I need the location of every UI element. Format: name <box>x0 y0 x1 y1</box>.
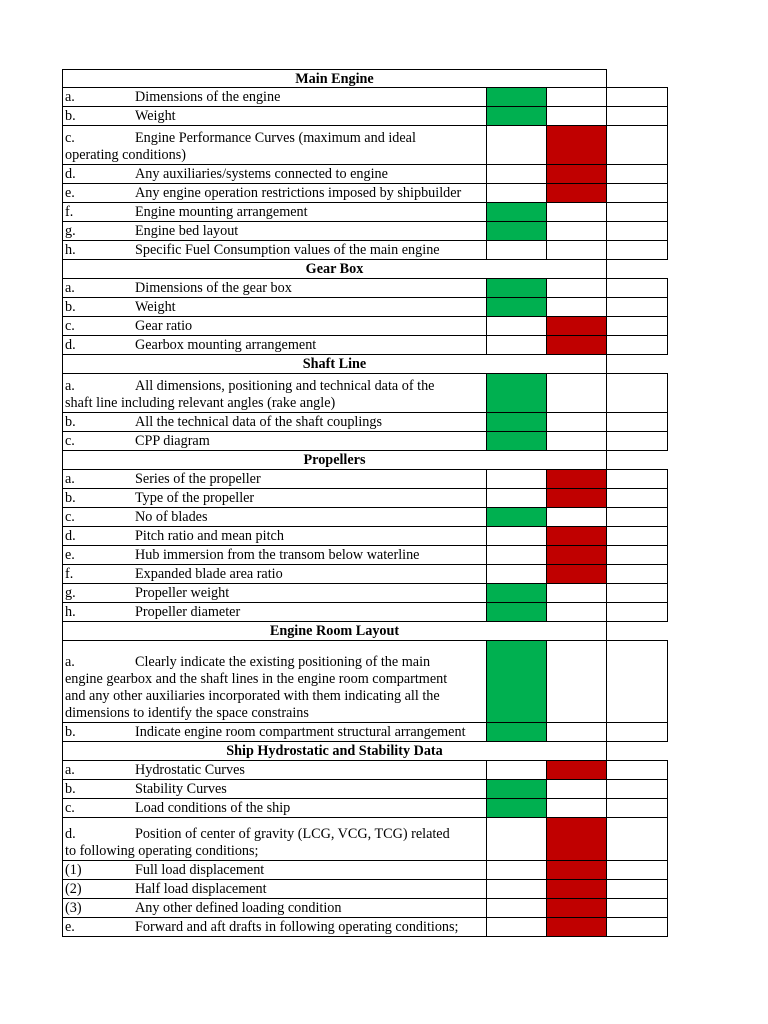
status-available-cell <box>487 799 547 818</box>
empty-cell <box>607 126 668 165</box>
status-missing-cell <box>547 126 607 165</box>
status-missing-cell <box>547 184 607 203</box>
empty-cell <box>607 527 668 546</box>
item-description: Any auxiliaries/systems connected to engine <box>135 166 388 182</box>
table-row <box>62 584 668 603</box>
item-text-cell <box>62 432 487 451</box>
item-label: a. <box>65 89 75 105</box>
item-label: d. <box>65 826 76 842</box>
item-label: g. <box>65 585 76 601</box>
empty-cell <box>487 565 547 584</box>
status-missing-cell <box>547 899 607 918</box>
empty-cell <box>607 336 668 355</box>
table-row <box>62 413 668 432</box>
empty-cell <box>547 584 607 603</box>
item-text-cell <box>62 799 487 818</box>
section-header <box>62 742 668 761</box>
empty-cell <box>607 241 668 260</box>
table-row <box>62 799 668 818</box>
empty-cell <box>607 298 668 317</box>
table-row <box>62 489 668 508</box>
status-available-cell <box>487 107 547 126</box>
table-row <box>62 880 668 899</box>
item-description: Half load displacement <box>135 881 267 897</box>
item-text-cell <box>62 818 487 861</box>
empty-cell <box>487 761 547 780</box>
table-row <box>62 603 668 622</box>
status-missing-cell <box>547 336 607 355</box>
item-text-cell <box>62 107 487 126</box>
status-missing-cell <box>547 546 607 565</box>
table-row <box>62 565 668 584</box>
item-label: b. <box>65 299 76 315</box>
empty-cell <box>487 489 547 508</box>
item-label: (2) <box>65 881 82 897</box>
item-text-cell <box>62 489 487 508</box>
table-row <box>62 203 668 222</box>
empty-cell <box>487 818 547 861</box>
empty-cell <box>607 374 668 413</box>
status-missing-cell <box>547 880 607 899</box>
item-description: Engine Performance Curves (maximum and ideal <box>135 130 416 146</box>
item-label: h. <box>65 242 76 258</box>
item-description: Weight <box>135 108 176 124</box>
empty-cell <box>487 126 547 165</box>
item-label: b. <box>65 414 76 430</box>
empty-cell <box>487 880 547 899</box>
empty-cell <box>487 317 547 336</box>
empty-cell <box>487 546 547 565</box>
item-label: (3) <box>65 900 82 916</box>
empty-cell <box>487 470 547 489</box>
empty-cell <box>547 107 607 126</box>
item-text-cell <box>62 761 487 780</box>
empty-cell <box>547 241 607 260</box>
item-text-cell <box>62 298 487 317</box>
status-missing-cell <box>547 565 607 584</box>
status-available-cell <box>487 723 547 742</box>
item-label: e. <box>65 547 75 563</box>
empty-cell <box>607 918 668 937</box>
item-description: All dimensions, positioning and technical data of the <box>135 378 435 394</box>
empty-cell <box>547 413 607 432</box>
empty-cell <box>607 861 668 880</box>
item-description: No of blades <box>135 509 208 525</box>
item-text-cell <box>62 527 487 546</box>
empty-cell <box>547 603 607 622</box>
empty-cell <box>547 723 607 742</box>
item-description: All the technical data of the shaft couplings <box>135 414 383 430</box>
section-title: Propellers <box>62 451 607 470</box>
status-available-cell <box>487 508 547 527</box>
empty-cell <box>487 241 547 260</box>
table-row <box>62 107 668 126</box>
item-label: a. <box>65 378 75 394</box>
table-row <box>62 184 668 203</box>
empty-cell <box>607 203 668 222</box>
item-description: Gearbox mounting arrangement <box>135 337 317 353</box>
empty-cell <box>607 723 668 742</box>
empty-cell <box>607 470 668 489</box>
item-text-cell <box>62 565 487 584</box>
table-row <box>62 899 668 918</box>
table-row <box>62 918 668 937</box>
item-text-cell <box>62 508 487 527</box>
empty-cell <box>487 165 547 184</box>
item-description: Engine mounting arrangement <box>135 204 308 220</box>
item-label: d. <box>65 337 76 353</box>
item-text-cell <box>62 336 487 355</box>
item-text-cell <box>62 880 487 899</box>
status-available-cell <box>487 374 547 413</box>
status-missing-cell <box>547 861 607 880</box>
item-description: Any other defined loading condition <box>135 900 342 916</box>
empty-cell <box>607 565 668 584</box>
empty-cell <box>547 203 607 222</box>
item-label: b. <box>65 490 76 506</box>
empty-cell <box>547 298 607 317</box>
empty-cell <box>547 222 607 241</box>
status-missing-cell <box>547 165 607 184</box>
empty-cell <box>607 222 668 241</box>
item-description: Gear ratio <box>135 318 193 334</box>
item-text-cell <box>62 317 487 336</box>
item-label: (1) <box>65 862 82 878</box>
empty-cell <box>547 374 607 413</box>
item-text-cell <box>62 723 487 742</box>
section-header <box>62 69 668 88</box>
item-text-cell <box>62 470 487 489</box>
status-missing-cell <box>547 317 607 336</box>
empty-cell <box>607 546 668 565</box>
table-row <box>62 641 668 723</box>
empty-cell <box>607 818 668 861</box>
item-text-cell <box>62 899 487 918</box>
status-missing-cell <box>547 489 607 508</box>
empty-cell <box>547 88 607 107</box>
table-row <box>62 818 668 861</box>
item-description-continued: dimensions to identify the space constrains <box>65 705 309 721</box>
checklist-table <box>62 69 668 937</box>
item-description: Type of the propeller <box>135 490 255 506</box>
item-description-continued: and any other auxiliaries incorporated with them indicating all the <box>65 688 440 704</box>
empty-cell <box>547 641 607 723</box>
empty-cell <box>607 260 668 279</box>
section-header <box>62 451 668 470</box>
item-label: d. <box>65 528 76 544</box>
table-row <box>62 546 668 565</box>
status-available-cell <box>487 413 547 432</box>
empty-cell <box>607 508 668 527</box>
status-available-cell <box>487 603 547 622</box>
item-description: Engine bed layout <box>135 223 239 239</box>
status-available-cell <box>487 641 547 723</box>
empty-cell <box>607 489 668 508</box>
item-label: b. <box>65 108 76 124</box>
empty-cell <box>607 622 668 641</box>
item-text-cell <box>62 584 487 603</box>
item-text-cell <box>62 241 487 260</box>
section-title: Ship Hydrostatic and Stability Data <box>62 742 607 761</box>
status-missing-cell <box>547 527 607 546</box>
table-row <box>62 222 668 241</box>
item-description: Dimensions of the gear box <box>135 280 292 296</box>
status-available-cell <box>487 298 547 317</box>
empty-cell <box>607 107 668 126</box>
empty-cell <box>607 451 668 470</box>
table-row <box>62 165 668 184</box>
item-label: c. <box>65 509 75 525</box>
status-available-cell <box>487 432 547 451</box>
item-text-cell <box>62 165 487 184</box>
empty-cell <box>487 336 547 355</box>
item-description-continued: to following operating conditions; <box>65 843 259 859</box>
section-title: Engine Room Layout <box>62 622 607 641</box>
item-label: c. <box>65 130 75 146</box>
status-available-cell <box>487 222 547 241</box>
table-row <box>62 317 668 336</box>
empty-cell <box>607 355 668 374</box>
item-description: Propeller weight <box>135 585 230 601</box>
section-header <box>62 260 668 279</box>
item-description: Expanded blade area ratio <box>135 566 283 582</box>
item-label: g. <box>65 223 76 239</box>
section-title: Gear Box <box>62 260 607 279</box>
item-text-cell <box>62 861 487 880</box>
status-available-cell <box>487 203 547 222</box>
item-description-continued: operating conditions) <box>65 147 186 163</box>
item-description: Clearly indicate the existing positioning of the main <box>135 654 431 670</box>
item-description: Pitch ratio and mean pitch <box>135 528 284 544</box>
item-label: c. <box>65 318 75 334</box>
section-title: Main Engine <box>62 69 607 88</box>
item-description: Indicate engine room compartment structural arrangement <box>135 724 466 740</box>
empty-cell <box>607 742 668 761</box>
empty-cell <box>607 413 668 432</box>
item-label: f. <box>65 566 74 582</box>
section-title: Shaft Line <box>62 355 607 374</box>
item-text-cell <box>62 203 487 222</box>
status-missing-cell <box>547 918 607 937</box>
item-label: c. <box>65 800 75 816</box>
item-description-continued: shaft line including relevant angles (rake angle) <box>65 395 336 411</box>
table-row <box>62 508 668 527</box>
item-text-cell <box>62 641 487 723</box>
item-description: CPP diagram <box>135 433 210 449</box>
status-missing-cell <box>547 818 607 861</box>
empty-cell <box>607 761 668 780</box>
item-description: Specific Fuel Consumption values of the main engine <box>135 242 440 258</box>
empty-cell <box>607 880 668 899</box>
table-row <box>62 241 668 260</box>
empty-cell <box>607 165 668 184</box>
item-text-cell <box>62 126 487 165</box>
table-row <box>62 374 668 413</box>
item-label: f. <box>65 204 74 220</box>
status-available-cell <box>487 88 547 107</box>
item-text-cell <box>62 222 487 241</box>
empty-cell <box>607 317 668 336</box>
item-text-cell <box>62 780 487 799</box>
empty-cell <box>487 184 547 203</box>
empty-cell <box>607 432 668 451</box>
item-description: Forward and aft drafts in following operating conditions; <box>135 919 459 935</box>
table-row <box>62 88 668 107</box>
status-available-cell <box>487 780 547 799</box>
item-description: Load conditions of the ship <box>135 800 291 816</box>
item-label: e. <box>65 185 75 201</box>
item-description: Dimensions of the engine <box>135 89 281 105</box>
empty-cell <box>607 584 668 603</box>
item-label: a. <box>65 762 75 778</box>
item-label: b. <box>65 724 76 740</box>
empty-cell <box>547 432 607 451</box>
item-description-continued: engine gearbox and the shaft lines in the engine room compartment <box>65 671 448 687</box>
empty-cell <box>547 799 607 818</box>
item-description: Weight <box>135 299 176 315</box>
item-description: Hydrostatic Curves <box>135 762 245 778</box>
item-label: b. <box>65 781 76 797</box>
empty-cell <box>607 279 668 298</box>
empty-cell <box>607 88 668 107</box>
table-row <box>62 527 668 546</box>
item-description: Position of center of gravity (LCG, VCG, TCG) related <box>135 826 450 842</box>
item-text-cell <box>62 374 487 413</box>
item-label: e. <box>65 919 75 935</box>
item-text-cell <box>62 184 487 203</box>
status-missing-cell <box>547 761 607 780</box>
item-label: a. <box>65 654 75 670</box>
table-row <box>62 298 668 317</box>
empty-cell <box>607 641 668 723</box>
item-description: Full load displacement <box>135 862 265 878</box>
item-description: Stability Curves <box>135 781 227 797</box>
empty-cell <box>607 899 668 918</box>
item-label: c. <box>65 433 75 449</box>
table-row <box>62 780 668 799</box>
status-available-cell <box>487 279 547 298</box>
item-text-cell <box>62 413 487 432</box>
status-available-cell <box>487 584 547 603</box>
empty-cell <box>487 527 547 546</box>
empty-cell <box>607 780 668 799</box>
empty-cell <box>547 780 607 799</box>
item-label: a. <box>65 280 75 296</box>
table-row <box>62 336 668 355</box>
empty-cell <box>487 918 547 937</box>
item-text-cell <box>62 918 487 937</box>
item-text-cell <box>62 279 487 298</box>
status-missing-cell <box>547 470 607 489</box>
item-text-cell <box>62 603 487 622</box>
table-row <box>62 761 668 780</box>
empty-cell <box>607 69 668 88</box>
table-row <box>62 723 668 742</box>
section-header <box>62 355 668 374</box>
section-header <box>62 622 668 641</box>
item-description: Series of the propeller <box>135 471 261 487</box>
empty-cell <box>487 899 547 918</box>
table-row <box>62 432 668 451</box>
item-label: d. <box>65 166 76 182</box>
table-row <box>62 861 668 880</box>
item-text-cell <box>62 546 487 565</box>
empty-cell <box>547 508 607 527</box>
item-description: Hub immersion from the transom below waterline <box>135 547 420 563</box>
table-row <box>62 470 668 489</box>
empty-cell <box>487 861 547 880</box>
empty-cell <box>607 603 668 622</box>
item-label: h. <box>65 604 76 620</box>
item-description: Propeller diameter <box>135 604 241 620</box>
table-row <box>62 126 668 165</box>
empty-cell <box>607 184 668 203</box>
item-description: Any engine operation restrictions imposed by shipbuilder <box>135 185 462 201</box>
empty-cell <box>607 799 668 818</box>
item-label: a. <box>65 471 75 487</box>
item-text-cell <box>62 88 487 107</box>
empty-cell <box>547 279 607 298</box>
table-row <box>62 279 668 298</box>
